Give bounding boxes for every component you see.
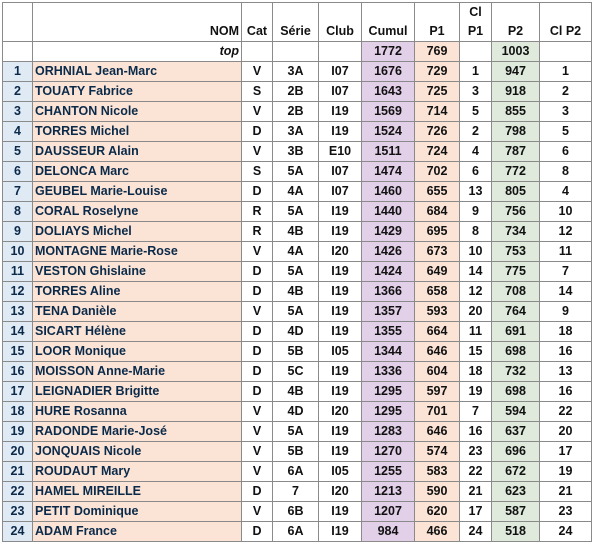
- row-p2: 805: [492, 182, 540, 202]
- row-club: I20: [319, 482, 362, 502]
- row-cumul: 1213: [362, 482, 415, 502]
- row-serie: 5B: [273, 342, 319, 362]
- row-cat: D: [242, 362, 273, 382]
- row-p1: 673: [415, 242, 460, 262]
- row-name: TORRES Aline: [33, 282, 242, 302]
- row-cl-p1: 9: [460, 202, 492, 222]
- row-cl-p2: 7: [540, 262, 592, 282]
- row-cumul: 1355: [362, 322, 415, 342]
- row-p1: 724: [415, 142, 460, 162]
- table-row: [3, 182, 592, 202]
- row-club: I20: [319, 402, 362, 422]
- table-row: [3, 242, 592, 262]
- row-p2: 698: [492, 342, 540, 362]
- row-cl-p1: 23: [460, 442, 492, 462]
- row-cl-p2: 18: [540, 322, 592, 342]
- row-cumul: 1424: [362, 262, 415, 282]
- row-club: I05: [319, 462, 362, 482]
- row-name: LEIGNADIER Brigitte: [33, 382, 242, 402]
- table-row: [3, 462, 592, 482]
- row-cl-p1: 13: [460, 182, 492, 202]
- row-cl-p1: 4: [460, 142, 492, 162]
- row-p1: 701: [415, 402, 460, 422]
- row-cl-p1: 16: [460, 422, 492, 442]
- row-p2: 787: [492, 142, 540, 162]
- table-header-row: [3, 3, 592, 42]
- column-header-rank: [3, 3, 33, 42]
- column-header-cl-p1: [460, 3, 492, 42]
- table-row: [3, 402, 592, 422]
- row-serie: 3B: [273, 142, 319, 162]
- row-serie: 4B: [273, 382, 319, 402]
- top-row-label: top: [33, 42, 242, 62]
- row-cumul: 1255: [362, 462, 415, 482]
- column-header-cl-p1-line1: Cl: [469, 5, 482, 19]
- row-name: TORRES Michel: [33, 122, 242, 142]
- row-name: MOISSON Anne-Marie: [33, 362, 242, 382]
- top-row-cl-p1: [460, 42, 492, 62]
- row-name: HURE Rosanna: [33, 402, 242, 422]
- row-name: CHANTON Nicole: [33, 102, 242, 122]
- row-club: I20: [319, 242, 362, 262]
- row-p2: 772: [492, 162, 540, 182]
- row-rank: 7: [3, 182, 33, 202]
- row-club: I19: [319, 102, 362, 122]
- row-serie: 3A: [273, 62, 319, 82]
- row-name: ADAM France: [33, 522, 242, 542]
- row-cl-p2: 22: [540, 402, 592, 422]
- row-serie: 5A: [273, 262, 319, 282]
- row-p2: 637: [492, 422, 540, 442]
- row-p1: 725: [415, 82, 460, 102]
- row-serie: 6A: [273, 522, 319, 542]
- table-row: [3, 362, 592, 382]
- row-club: I19: [319, 362, 362, 382]
- row-cl-p2: 17: [540, 442, 592, 462]
- row-club: I19: [319, 222, 362, 242]
- row-p2: 753: [492, 242, 540, 262]
- table-row: [3, 422, 592, 442]
- row-p2: 756: [492, 202, 540, 222]
- column-header-cl-p2: Cl P2: [540, 3, 592, 42]
- row-cat: D: [242, 382, 273, 402]
- row-rank: 20: [3, 442, 33, 462]
- row-cat: V: [242, 422, 273, 442]
- row-serie: 7: [273, 482, 319, 502]
- row-cl-p1: 11: [460, 322, 492, 342]
- table-row: [3, 142, 592, 162]
- row-rank: 1: [3, 62, 33, 82]
- row-p1: 695: [415, 222, 460, 242]
- row-cat: V: [242, 442, 273, 462]
- row-p1: 646: [415, 342, 460, 362]
- row-cumul: 1474: [362, 162, 415, 182]
- row-cl-p1: 7: [460, 402, 492, 422]
- row-cl-p2: 2: [540, 82, 592, 102]
- row-cl-p2: 13: [540, 362, 592, 382]
- row-cumul: 1270: [362, 442, 415, 462]
- row-p1: 583: [415, 462, 460, 482]
- row-club: I07: [319, 82, 362, 102]
- table-row: [3, 522, 592, 542]
- row-rank: 2: [3, 82, 33, 102]
- row-p2: 623: [492, 482, 540, 502]
- row-cl-p1: 18: [460, 362, 492, 382]
- row-p1: 726: [415, 122, 460, 142]
- row-cumul: 1511: [362, 142, 415, 162]
- row-cat: D: [242, 262, 273, 282]
- row-rank: 12: [3, 282, 33, 302]
- row-p2: 594: [492, 402, 540, 422]
- row-cumul: 1344: [362, 342, 415, 362]
- row-cat: R: [242, 202, 273, 222]
- row-p2: 855: [492, 102, 540, 122]
- row-cl-p1: 22: [460, 462, 492, 482]
- row-p1: 658: [415, 282, 460, 302]
- row-cumul: 1643: [362, 82, 415, 102]
- row-rank: 15: [3, 342, 33, 362]
- row-p1: 684: [415, 202, 460, 222]
- row-cumul: 1295: [362, 402, 415, 422]
- row-club: I19: [319, 422, 362, 442]
- row-rank: 22: [3, 482, 33, 502]
- top-row-rank: [3, 42, 33, 62]
- row-cat: D: [242, 522, 273, 542]
- row-cat: V: [242, 242, 273, 262]
- row-cumul: 1295: [362, 382, 415, 402]
- row-cat: V: [242, 502, 273, 522]
- table-row: [3, 342, 592, 362]
- row-club: E10: [319, 142, 362, 162]
- row-p2: 696: [492, 442, 540, 462]
- row-cumul: 1569: [362, 102, 415, 122]
- row-serie: 4B: [273, 222, 319, 242]
- row-cat: D: [242, 482, 273, 502]
- row-p1: 620: [415, 502, 460, 522]
- row-serie: 4D: [273, 402, 319, 422]
- row-rank: 9: [3, 222, 33, 242]
- row-cl-p1: 14: [460, 262, 492, 282]
- row-p1: 729: [415, 62, 460, 82]
- row-p2: 691: [492, 322, 540, 342]
- row-cl-p1: 8: [460, 222, 492, 242]
- row-club: I19: [319, 202, 362, 222]
- row-cl-p2: 23: [540, 502, 592, 522]
- table-row: [3, 62, 592, 82]
- row-cl-p1: 3: [460, 82, 492, 102]
- row-p2: 732: [492, 362, 540, 382]
- row-name: JONQUAIS Nicole: [33, 442, 242, 462]
- row-club: I19: [319, 522, 362, 542]
- row-cat: V: [242, 102, 273, 122]
- row-club: I19: [319, 502, 362, 522]
- row-cl-p1: 24: [460, 522, 492, 542]
- row-rank: 19: [3, 422, 33, 442]
- top-row-club: [319, 42, 362, 62]
- row-cumul: 1440: [362, 202, 415, 222]
- row-cumul: 1366: [362, 282, 415, 302]
- table-row: [3, 502, 592, 522]
- row-p1: 574: [415, 442, 460, 462]
- row-rank: 23: [3, 502, 33, 522]
- row-cl-p2: 10: [540, 202, 592, 222]
- row-cumul: 1207: [362, 502, 415, 522]
- row-cl-p1: 15: [460, 342, 492, 362]
- row-p1: 646: [415, 422, 460, 442]
- column-header-p1: P1: [415, 3, 460, 42]
- row-name: MONTAGNE Marie-Rose: [33, 242, 242, 262]
- row-p2: 775: [492, 262, 540, 282]
- row-rank: 13: [3, 302, 33, 322]
- row-p2: 734: [492, 222, 540, 242]
- table-row: [3, 442, 592, 462]
- row-name: VESTON Ghislaine: [33, 262, 242, 282]
- row-rank: 21: [3, 462, 33, 482]
- row-cumul: 1357: [362, 302, 415, 322]
- row-club: I05: [319, 342, 362, 362]
- row-cat: S: [242, 82, 273, 102]
- top-row: [3, 42, 592, 62]
- row-cumul: 1460: [362, 182, 415, 202]
- row-club: I19: [319, 302, 362, 322]
- row-p2: 587: [492, 502, 540, 522]
- row-serie: 4B: [273, 282, 319, 302]
- row-p2: 798: [492, 122, 540, 142]
- row-cl-p2: 20: [540, 422, 592, 442]
- table-row: [3, 302, 592, 322]
- row-cat: D: [242, 182, 273, 202]
- row-p1: 649: [415, 262, 460, 282]
- row-name: GEUBEL Marie-Louise: [33, 182, 242, 202]
- row-rank: 8: [3, 202, 33, 222]
- row-cl-p2: 16: [540, 382, 592, 402]
- row-name: SICART Hélène: [33, 322, 242, 342]
- row-cat: V: [242, 62, 273, 82]
- row-rank: 11: [3, 262, 33, 282]
- row-p1: 714: [415, 102, 460, 122]
- row-cl-p2: 21: [540, 482, 592, 502]
- row-p1: 655: [415, 182, 460, 202]
- row-name: DELONCA Marc: [33, 162, 242, 182]
- column-header-name: NOM: [33, 3, 242, 42]
- row-club: I19: [319, 282, 362, 302]
- row-serie: 5C: [273, 362, 319, 382]
- top-row-cumul: 1772: [362, 42, 415, 62]
- row-cl-p1: 10: [460, 242, 492, 262]
- row-serie: 6A: [273, 462, 319, 482]
- row-rank: 3: [3, 102, 33, 122]
- row-rank: 16: [3, 362, 33, 382]
- row-name: DOLIAYS Michel: [33, 222, 242, 242]
- row-cat: V: [242, 402, 273, 422]
- row-p2: 708: [492, 282, 540, 302]
- top-row-p2: 1003: [492, 42, 540, 62]
- row-p1: 466: [415, 522, 460, 542]
- top-row-cat: [242, 42, 273, 62]
- row-name: RADONDE Marie-José: [33, 422, 242, 442]
- table-row: [3, 202, 592, 222]
- row-cat: S: [242, 162, 273, 182]
- row-serie: 5A: [273, 422, 319, 442]
- row-cumul: 1426: [362, 242, 415, 262]
- row-name: CORAL Roselyne: [33, 202, 242, 222]
- row-cl-p1: 6: [460, 162, 492, 182]
- row-cl-p1: 1: [460, 62, 492, 82]
- row-cl-p2: 6: [540, 142, 592, 162]
- row-rank: 17: [3, 382, 33, 402]
- row-name: PETIT Dominique: [33, 502, 242, 522]
- row-cl-p2: 11: [540, 242, 592, 262]
- row-rank: 18: [3, 402, 33, 422]
- row-cat: D: [242, 342, 273, 362]
- top-row-serie: [273, 42, 319, 62]
- row-cumul: 984: [362, 522, 415, 542]
- row-rank: 10: [3, 242, 33, 262]
- row-rank: 14: [3, 322, 33, 342]
- row-p1: 590: [415, 482, 460, 502]
- row-cl-p1: 12: [460, 282, 492, 302]
- row-p2: 672: [492, 462, 540, 482]
- row-name: DAUSSEUR Alain: [33, 142, 242, 162]
- row-rank: 24: [3, 522, 33, 542]
- row-serie: 4A: [273, 242, 319, 262]
- row-p2: 764: [492, 302, 540, 322]
- row-serie: 5A: [273, 202, 319, 222]
- row-cl-p1: 17: [460, 502, 492, 522]
- row-serie: 2B: [273, 82, 319, 102]
- row-serie: 3A: [273, 122, 319, 142]
- table-row: [3, 122, 592, 142]
- row-club: I19: [319, 262, 362, 282]
- row-rank: 4: [3, 122, 33, 142]
- row-name: HAMEL MIREILLE: [33, 482, 242, 502]
- table-row: [3, 82, 592, 102]
- row-serie: 4A: [273, 182, 319, 202]
- row-p2: 947: [492, 62, 540, 82]
- row-cl-p2: 9: [540, 302, 592, 322]
- row-cumul: 1524: [362, 122, 415, 142]
- row-cl-p2: 14: [540, 282, 592, 302]
- row-cat: D: [242, 122, 273, 142]
- row-serie: 4D: [273, 322, 319, 342]
- row-cl-p1: 5: [460, 102, 492, 122]
- row-club: I19: [319, 122, 362, 142]
- column-header-cat: Cat: [242, 3, 273, 42]
- column-header-p2: P2: [492, 3, 540, 42]
- row-club: I19: [319, 322, 362, 342]
- table-row: [3, 322, 592, 342]
- column-header-club: Club: [319, 3, 362, 42]
- row-cl-p1: 21: [460, 482, 492, 502]
- row-p1: 664: [415, 322, 460, 342]
- row-cumul: 1336: [362, 362, 415, 382]
- row-rank: 5: [3, 142, 33, 162]
- row-p1: 702: [415, 162, 460, 182]
- table-row: [3, 282, 592, 302]
- row-p2: 518: [492, 522, 540, 542]
- table-row: [3, 102, 592, 122]
- row-cl-p2: 3: [540, 102, 592, 122]
- row-cat: V: [242, 302, 273, 322]
- row-p2: 698: [492, 382, 540, 402]
- row-name: LOOR Monique: [33, 342, 242, 362]
- row-cl-p2: 1: [540, 62, 592, 82]
- table-row: [3, 262, 592, 282]
- row-name: ORHNIAL Jean-Marc: [33, 62, 242, 82]
- row-cl-p2: 19: [540, 462, 592, 482]
- row-cl-p1: 19: [460, 382, 492, 402]
- top-row-p1: 769: [415, 42, 460, 62]
- table-row: [3, 382, 592, 402]
- column-header-cl-p1-line2: P1: [467, 24, 484, 38]
- row-rank: 6: [3, 162, 33, 182]
- row-cl-p2: 8: [540, 162, 592, 182]
- table-row: [3, 222, 592, 242]
- row-cl-p2: 12: [540, 222, 592, 242]
- row-cat: D: [242, 282, 273, 302]
- row-name: TOUATY Fabrice: [33, 82, 242, 102]
- row-serie: 5B: [273, 442, 319, 462]
- row-club: I07: [319, 162, 362, 182]
- row-name: ROUDAUT Mary: [33, 462, 242, 482]
- row-cl-p2: 4: [540, 182, 592, 202]
- row-cat: D: [242, 322, 273, 342]
- row-cat: R: [242, 222, 273, 242]
- row-cl-p1: 2: [460, 122, 492, 142]
- row-cumul: 1283: [362, 422, 415, 442]
- row-cat: V: [242, 142, 273, 162]
- row-cumul: 1676: [362, 62, 415, 82]
- row-cl-p2: 5: [540, 122, 592, 142]
- row-cumul: 1429: [362, 222, 415, 242]
- table-body: [3, 42, 592, 542]
- row-serie: 2B: [273, 102, 319, 122]
- row-cl-p2: 16: [540, 342, 592, 362]
- row-p2: 918: [492, 82, 540, 102]
- results-table: [2, 2, 592, 542]
- row-p1: 597: [415, 382, 460, 402]
- row-p1: 604: [415, 362, 460, 382]
- row-club: I07: [319, 182, 362, 202]
- row-p1: 593: [415, 302, 460, 322]
- row-cl-p1: 20: [460, 302, 492, 322]
- row-club: I19: [319, 382, 362, 402]
- row-serie: 5A: [273, 162, 319, 182]
- row-name: TENA Danièle: [33, 302, 242, 322]
- table-row: [3, 162, 592, 182]
- row-cat: V: [242, 462, 273, 482]
- row-club: I07: [319, 62, 362, 82]
- row-cl-p2: 24: [540, 522, 592, 542]
- column-header-serie: Série: [273, 3, 319, 42]
- table-row: [3, 482, 592, 502]
- column-header-cumul: Cumul: [362, 3, 415, 42]
- row-serie: 6B: [273, 502, 319, 522]
- row-club: I19: [319, 442, 362, 462]
- top-row-cl-p2: [540, 42, 592, 62]
- row-serie: 5A: [273, 302, 319, 322]
